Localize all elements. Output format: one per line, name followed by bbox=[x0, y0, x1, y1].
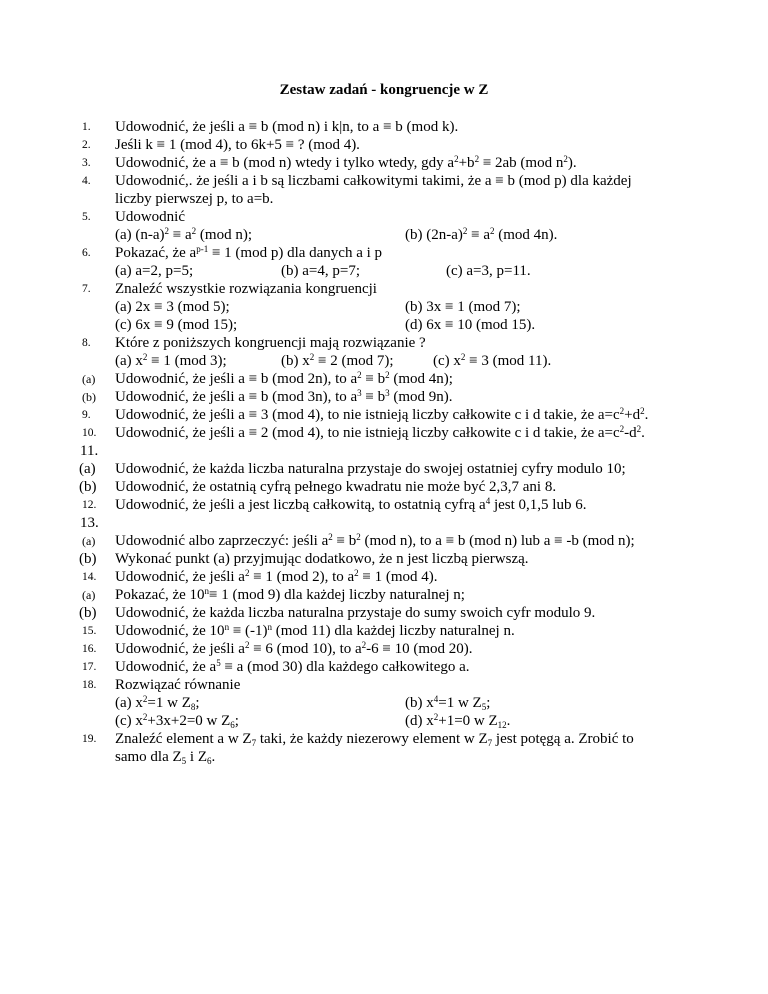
problem-text: Rozwiązać równanie bbox=[115, 677, 241, 693]
problem-16 bbox=[82, 640, 473, 658]
problem-18-parts-cd bbox=[115, 713, 675, 730]
problem-text: samo dla $Z_5$ i $Z_6$. bbox=[115, 749, 216, 766]
problem-7 bbox=[82, 281, 377, 298]
problem-text: Pokazać, że $10^n\equiv 1$ (mod 9) dla każdej liczby naturalnej n; bbox=[115, 586, 465, 603]
problem-number: 10. bbox=[82, 427, 97, 439]
problem-text: Udowodnić,. że jeśli a i b są liczbami całkowitymi takimi, że a ≡ b (mod p) dla każdej bbox=[115, 173, 632, 189]
problem-2 bbox=[82, 137, 360, 154]
problem-1 bbox=[82, 119, 459, 136]
problem-text: Które z poniższych kongruencji mają rozwiązanie ? bbox=[115, 335, 426, 351]
problem-number: 5. bbox=[82, 211, 91, 223]
problem-text: Udowodnić, że ostatnią cyfrą pełnego kwadratu nie może być 2,3,7 ani 8. bbox=[115, 479, 557, 495]
problem-number: (a) bbox=[82, 534, 96, 548]
problem-number: 3. bbox=[82, 157, 91, 169]
problem-18-parts-ab bbox=[115, 695, 675, 712]
problem-text: Jeśli k ≡ 1 (mod 4), to 6k+5 ≡ ? (mod 4). bbox=[115, 137, 360, 153]
problem-text: Udowodnić, że $a^5 \equiv a$ (mod 30) dla każdego całkowitego a. bbox=[115, 658, 470, 675]
subpart-d: (d) $x^2+1=0$ w $Z_{12}$. bbox=[405, 712, 511, 730]
subpart-b: (b) a=4, p=7; bbox=[281, 263, 360, 279]
problem-number: (a) bbox=[82, 588, 96, 602]
problem-text: Znaleźć wszystkie rozwiązania kongruencji bbox=[115, 281, 377, 297]
subpart-d: (d) 6x ≡ 10 (mod 15). bbox=[405, 317, 536, 333]
problem-number: (a) bbox=[79, 461, 96, 477]
problem-text: Pokazać, że $a^{p-1} \equiv 1$ (mod p) dla danych a i p bbox=[115, 244, 383, 261]
problem-19-continued bbox=[115, 749, 215, 766]
problem-text: Udowodnić, że jeśli a ≡ 2 (mod 4), to nie istnieją liczby całkowite c i d takie, że $a=c^2-d^2$. bbox=[115, 424, 645, 441]
problem-4 bbox=[82, 173, 632, 190]
problem-text: Udowodnić albo zaprzeczyć: jeśli $a^2 \equiv b^2$ (mod n), to a ≡ b (mod n) lub a ≡ -b (mod n); bbox=[115, 532, 635, 549]
problem-number: 2. bbox=[82, 139, 91, 151]
subpart-b: (b) $x^2 \equiv 2$ (mod 7); bbox=[281, 352, 394, 369]
problem-number: (b) bbox=[79, 605, 97, 621]
subpart-a: (a) a=2, p=5; bbox=[115, 263, 194, 279]
subpart-c: (c) a=3, p=11. bbox=[446, 263, 531, 279]
problem-3 bbox=[82, 154, 577, 172]
problem-number: (b) bbox=[82, 390, 96, 404]
problem-number: 13. bbox=[80, 515, 99, 531]
problem-13b bbox=[79, 551, 529, 568]
page-title: Zestaw zadań - kongruencje w Z bbox=[279, 82, 489, 98]
problem-19 bbox=[82, 731, 634, 748]
problem-number: 9. bbox=[82, 409, 91, 421]
problem-number: 14. bbox=[82, 571, 97, 583]
problem-text: Udowodnić, że jeśli a jest liczbą całkowitą, to ostatnią cyfrą $a^4$ jest 0,1,5 lub 6. bbox=[115, 496, 587, 513]
problem-number: (a) bbox=[82, 372, 96, 386]
subpart-c: (c) $x^2 \equiv 3$ (mod 11). bbox=[433, 352, 552, 369]
problem-number: 19. bbox=[82, 733, 97, 745]
problem-11b bbox=[79, 479, 557, 496]
problem-number: (b) bbox=[79, 551, 97, 567]
problem-text: Udowodnić bbox=[115, 209, 185, 225]
problem-11a bbox=[79, 461, 626, 478]
problem-text: Udowodnić, że każda liczba naturalna przystaje do sumy swoich cyfr modulo 9. bbox=[115, 605, 596, 621]
problem-15 bbox=[82, 622, 515, 640]
problem-number: 15. bbox=[82, 625, 97, 637]
problem-text: liczby pierwszej p, to a=b. bbox=[115, 191, 274, 207]
problem-13a bbox=[82, 532, 635, 550]
problem-8-parts bbox=[115, 353, 675, 370]
problem-text: Udowodnić, że a ≡ b (mod n) wtedy i tylko wtedy, gdy $a^2+b^2 \equiv 2ab$ (mod $n^2$). bbox=[115, 154, 577, 171]
subpart-b: (b) 3x ≡ 1 (mod 7); bbox=[405, 299, 521, 315]
problem-number: 7. bbox=[82, 283, 91, 295]
problem-9 bbox=[82, 406, 649, 424]
subpart-a: (a) $x^2 \equiv 1$ (mod 3); bbox=[115, 352, 227, 369]
problem-number: 12. bbox=[82, 499, 97, 511]
problem-text: Udowodnić, że jeśli a ≡ b (mod 3n), to $a^3 \equiv b^3$ (mod 9n). bbox=[115, 388, 453, 405]
problem-text: Udowodnić, że jeśli a ≡ 3 (mod 4), to nie istnieją liczby całkowite c i d takie, że $a=c^2+d^2$. bbox=[115, 406, 649, 423]
problem-17 bbox=[82, 658, 470, 676]
problem-text: Udowodnić, że $10^n \equiv (-1)^n$ (mod 11) dla każdej liczby naturalnej n. bbox=[115, 622, 515, 639]
problem-number: 17. bbox=[82, 661, 97, 673]
problem-text: Znaleźć element a w $Z_7$ taki, że każdy niezerowy element w $Z_7$ jest potęgą a. Zrobić to bbox=[115, 731, 634, 748]
problem-number: 18. bbox=[82, 679, 97, 691]
problem-5 bbox=[82, 209, 185, 226]
problem-text: Udowodnić, że jeśli $a^2 \equiv 6$ (mod 10), to $a^2-6 \equiv 10$ (mod 20). bbox=[115, 640, 473, 657]
problem-14b bbox=[79, 605, 596, 622]
problem-text: Udowodnić, że jeśli $a^2 \equiv 1$ (mod 2), to $a^2 \equiv 1$ (mod 4). bbox=[115, 568, 438, 585]
problem-7-parts-cd bbox=[115, 317, 675, 334]
problem-number: 8. bbox=[82, 337, 91, 349]
subpart-c: (c) $x^2+3x+2=0$ w $Z_6$; bbox=[115, 712, 239, 730]
problem-text: Udowodnić, że każda liczba naturalna przystaje do swojej ostatniej cyfry modulo 10; bbox=[115, 461, 626, 477]
problem-14a bbox=[82, 586, 465, 604]
problem-number: 11. bbox=[80, 443, 99, 459]
problem-number: 6. bbox=[82, 247, 91, 259]
problem-18 bbox=[82, 677, 241, 694]
problem-10 bbox=[82, 424, 645, 442]
problem-5-parts bbox=[115, 227, 675, 244]
subpart-a: (a) $(n-a)^2 \equiv a^2$ (mod n); bbox=[115, 226, 252, 243]
problem-number: 16. bbox=[82, 643, 97, 655]
subpart-b: (b) $x^4=1$ w $Z_5$; bbox=[405, 694, 491, 712]
problem-number: (b) bbox=[79, 479, 97, 495]
problem-7-parts-ab bbox=[115, 299, 675, 316]
subpart-b: (b) $(2n-a)^2 \equiv a^2$ (mod 4n). bbox=[405, 226, 558, 243]
problem-text: Udowodnić, że jeśli a ≡ b (mod 2n), to $a^2 \equiv b^2$ (mod 4n); bbox=[115, 370, 453, 387]
problem-8 bbox=[82, 335, 426, 352]
problem-14 bbox=[82, 568, 438, 586]
subpart-c: (c) 6x ≡ 9 (mod 15); bbox=[115, 317, 238, 333]
subpart-a: (a) 2x ≡ 3 (mod 5); bbox=[115, 299, 230, 315]
problem-4-continued bbox=[115, 191, 273, 208]
problem-9a bbox=[82, 370, 453, 388]
subpart-a: (a) $x^2=1$ w $Z_8$; bbox=[115, 694, 200, 712]
problem-text: Udowodnić, że jeśli a ≡ b (mod n) i k|n, to a ≡ b (mod k). bbox=[115, 119, 459, 135]
problem-number: 1. bbox=[82, 121, 91, 133]
problem-9b bbox=[82, 388, 453, 406]
problem-number: 4. bbox=[82, 175, 91, 187]
problem-6 bbox=[82, 244, 383, 262]
problem-6-parts bbox=[115, 263, 675, 280]
problem-text: Wykonać punkt (a) przyjmując dodatkowo, że n jest liczbą pierwszą. bbox=[115, 551, 529, 567]
problem-12 bbox=[82, 496, 587, 514]
